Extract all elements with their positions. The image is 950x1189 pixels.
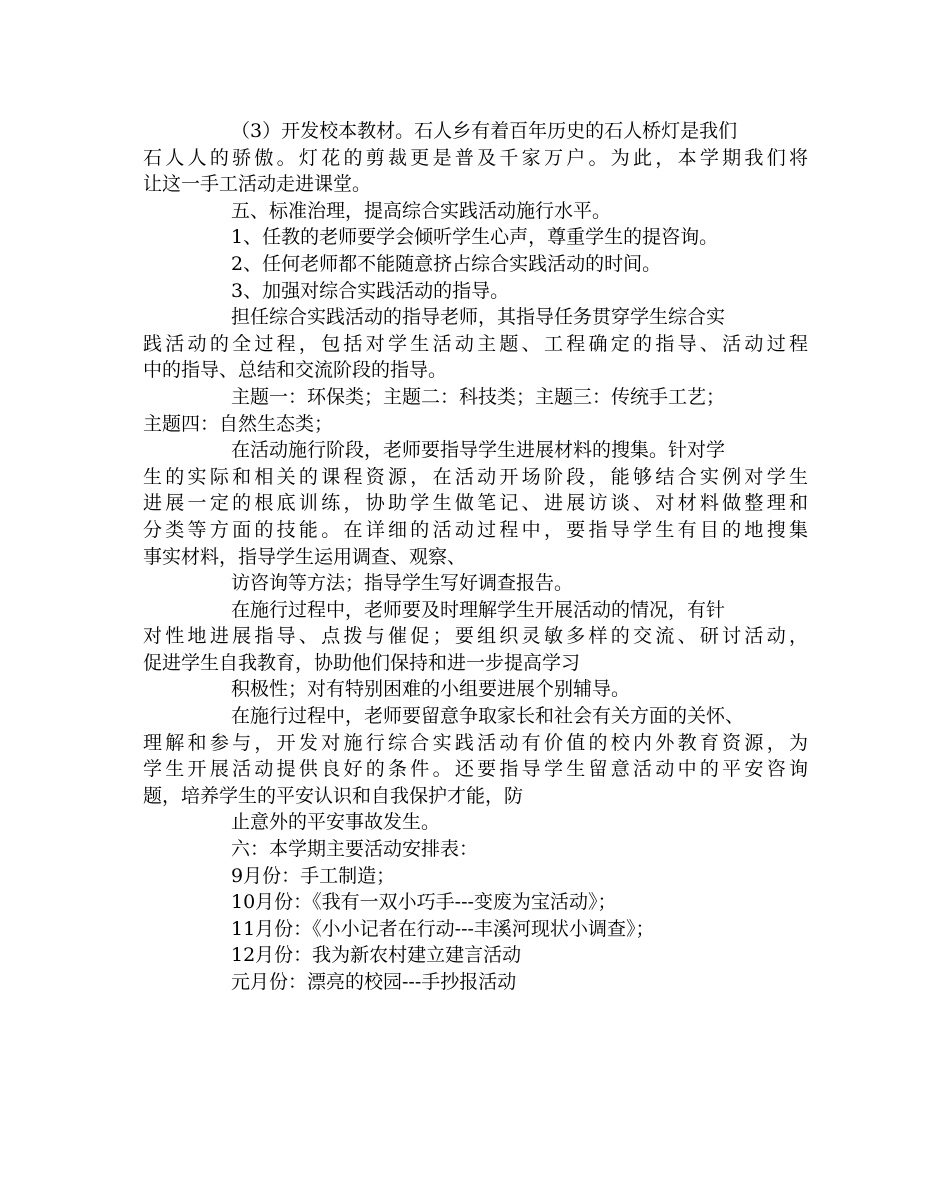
text-line: 践活动的全过程，包括对学生活动主题、工程确定的指导、活动过程 (143, 332, 808, 355)
text-line: 六：本学期主要活动安排表： (231, 838, 479, 861)
text-line: 事实材料，指导学生运用调查、观察、 (143, 545, 467, 568)
text-line: 学生开展活动提供良好的条件。还要指导学生留意活动中的平安咨询 (143, 758, 808, 781)
text-line: 生的实际和相关的课程资源，在活动开场阶段，能够结合实例对学生 (143, 465, 808, 488)
text-line: 石人人的骄傲。灯花的剪裁更是普及千家万户。为此，本学期我们将 (143, 146, 808, 169)
text-line: 促进学生自我教育，协助他们保持和进一步提高学习 (143, 651, 581, 674)
text-line: 止意外的平安事故发生。 (231, 811, 441, 834)
text-line: 主题一：环保类；主题二：科技类；主题三：传统手工艺； (231, 385, 726, 408)
text-line: 分类等方面的技能。在详细的活动过程中，要指导学生有目的地搜集 (143, 518, 808, 541)
text-line: 1、任教的老师要学会倾听学生心声，尊重学生的提咨询。 (231, 226, 719, 249)
text-line: 12月份：我为新农村建立建言活动 (231, 944, 522, 967)
text-line: 访咨询等方法；指导学生写好调查报告。 (231, 572, 574, 595)
text-line: 主题四：自然生态类； (143, 412, 334, 435)
text-line: 中的指导、总结和交流阶段的指导。 (143, 359, 448, 382)
text-line: 2、任何老师都不能随意挤占综合实践活动的时间。 (231, 252, 662, 275)
text-line: 在施行过程中，老师要及时理解学生开展活动的情况，有针 (231, 598, 726, 621)
text-line: 进展一定的根底训练，协助学生做笔记、进展访谈、对材料做整理和 (143, 492, 808, 515)
text-line: 让这一手工活动走进课堂。 (143, 173, 372, 196)
text-line: 9月份：手工制造； (231, 864, 396, 887)
text-line: 11月份：《小小记者在行动---丰溪河现状小调查》； (231, 917, 655, 940)
document-body (143, 118, 808, 996)
text-line: 题，培养学生的平安认识和自我保护才能，防 (143, 784, 524, 807)
text-line: 10月份：《我有一双小巧手---变废为宝活动》； (231, 891, 617, 914)
text-line: 在活动施行阶段，老师要指导学生进展材料的搜集。针对学 (231, 439, 726, 462)
text-line: 对性地进展指导、点拨与催促；要组织灵敏多样的交流、研讨活动， (143, 625, 808, 648)
text-line: 积极性；对有特别困难的小组要进展个别辅导。 (231, 678, 631, 701)
text-line: 元月份：漂亮的校园---手抄报活动 (231, 971, 517, 993)
text-line: 在施行过程中，老师要留意争取家长和社会有关方面的关怀、 (231, 705, 745, 728)
text-line: 担任综合实践活动的指导老师，其指导任务贯穿学生综合实 (231, 306, 726, 329)
text-line: 理解和参与，开发对施行综合实践活动有价值的校内外教育资源，为 (143, 731, 808, 754)
text-line: 五、标准治理，提高综合实践活动施行水平。 (231, 199, 612, 222)
text-line: 3、加强对综合实践活动的指导。 (231, 279, 510, 302)
text-line: （3）开发校本教材。石人乡有着百年历史的石人桥灯是我们 (231, 120, 738, 142)
